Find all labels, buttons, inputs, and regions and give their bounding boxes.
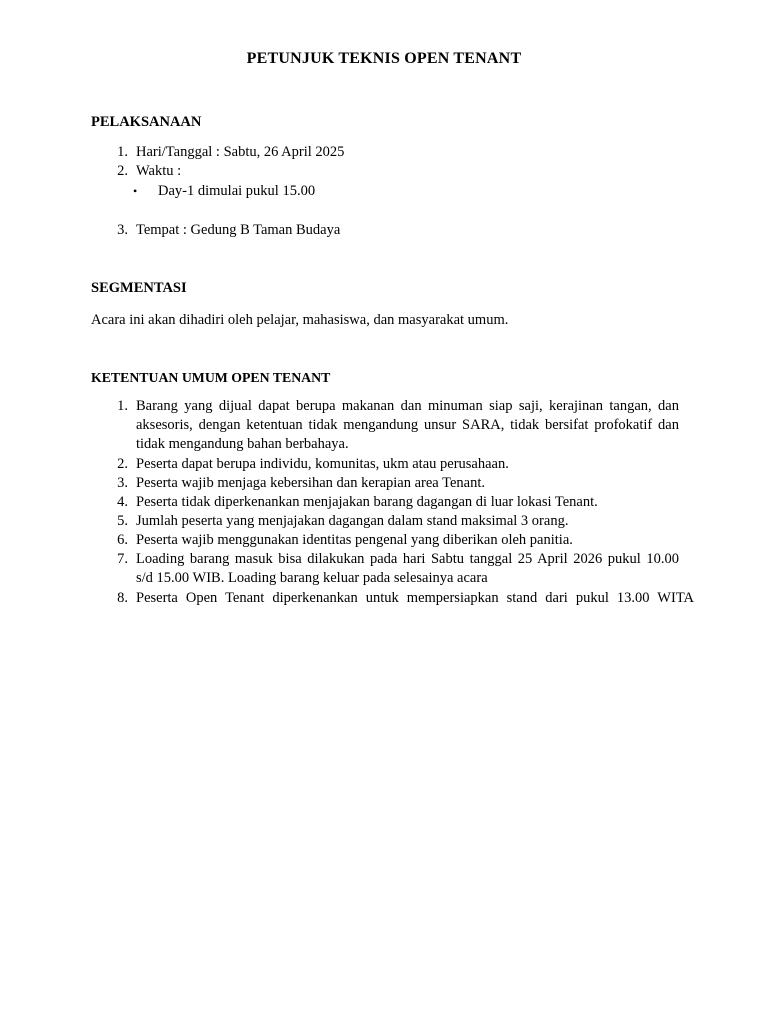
list-text-line: Loading barang masuk bisa dilakukan pada hari Sabtu tanggal 25 April 2026 pukul 10.00 <box>136 551 679 567</box>
document-title: PETUNJUK TEKNIS OPEN TENANT <box>246 50 522 67</box>
list-number: 3. <box>117 222 128 238</box>
bullet-icon: • <box>133 184 138 198</box>
list-text-line: Barang yang dijual dapat berupa makanan dan minuman siap saji, kerajinan tangan, dan <box>136 398 679 414</box>
segmentasi-paragraph: Acara ini akan dihadiri oleh pelajar, mahasiswa, dan masyarakat umum. <box>91 312 509 328</box>
section-heading-segmentasi: SEGMENTASI <box>91 280 187 296</box>
list-number: 1. <box>117 144 128 160</box>
list-text-line: Peserta tidak diperkenankan menjajakan barang dagangan di luar lokasi Tenant. <box>136 494 598 510</box>
list-text: Tempat : Gedung B Taman Budaya <box>136 222 341 238</box>
list-text: Waktu : <box>136 163 182 179</box>
list-text-line: Peserta wajib menggunakan identitas pengenal yang diberikan oleh panitia. <box>136 532 573 548</box>
list-text-line: Peserta Open Tenant diperkenankan untuk mempersiapkan stand dari pukul 13.00 WITA <box>136 590 694 606</box>
list-number: 5. <box>117 513 128 529</box>
bullet-text: Day-1 dimulai pukul 15.00 <box>158 183 316 199</box>
section-heading-ketentuan: KETENTUAN UMUM OPEN TENANT <box>91 370 331 385</box>
list-number: 2. <box>117 163 128 179</box>
list-number: 7. <box>117 551 128 567</box>
list-text-line: Peserta dapat berupa individu, komunitas, ukm atau perusahaan. <box>136 456 509 472</box>
list-number: 2. <box>117 456 128 472</box>
list-number: 8. <box>117 590 128 606</box>
list-text-line: tidak mengandung bahan berbahaya. <box>136 436 349 452</box>
list-text-line: s/d 15.00 WIB. Loading barang keluar pada selesainya acara <box>136 570 488 586</box>
list-number: 4. <box>117 494 128 510</box>
list-text: Hari/Tanggal : Sabtu, 26 April 2025 <box>136 144 345 160</box>
list-number: 3. <box>117 475 128 491</box>
list-number: 1. <box>117 398 128 414</box>
list-text-line: Jumlah peserta yang menjajakan dagangan dalam stand maksimal 3 orang. <box>136 513 569 529</box>
list-text-line: Peserta wajib menjaga kebersihan dan kerapian area Tenant. <box>136 475 485 491</box>
list-number: 6. <box>117 532 128 548</box>
list-text-line: aksesoris, dengan ketentuan tidak mengandung unsur SARA, tidak bersifat profokatif dan <box>136 417 679 433</box>
section-heading-pelaksanaan: PELAKSANAAN <box>91 114 202 130</box>
